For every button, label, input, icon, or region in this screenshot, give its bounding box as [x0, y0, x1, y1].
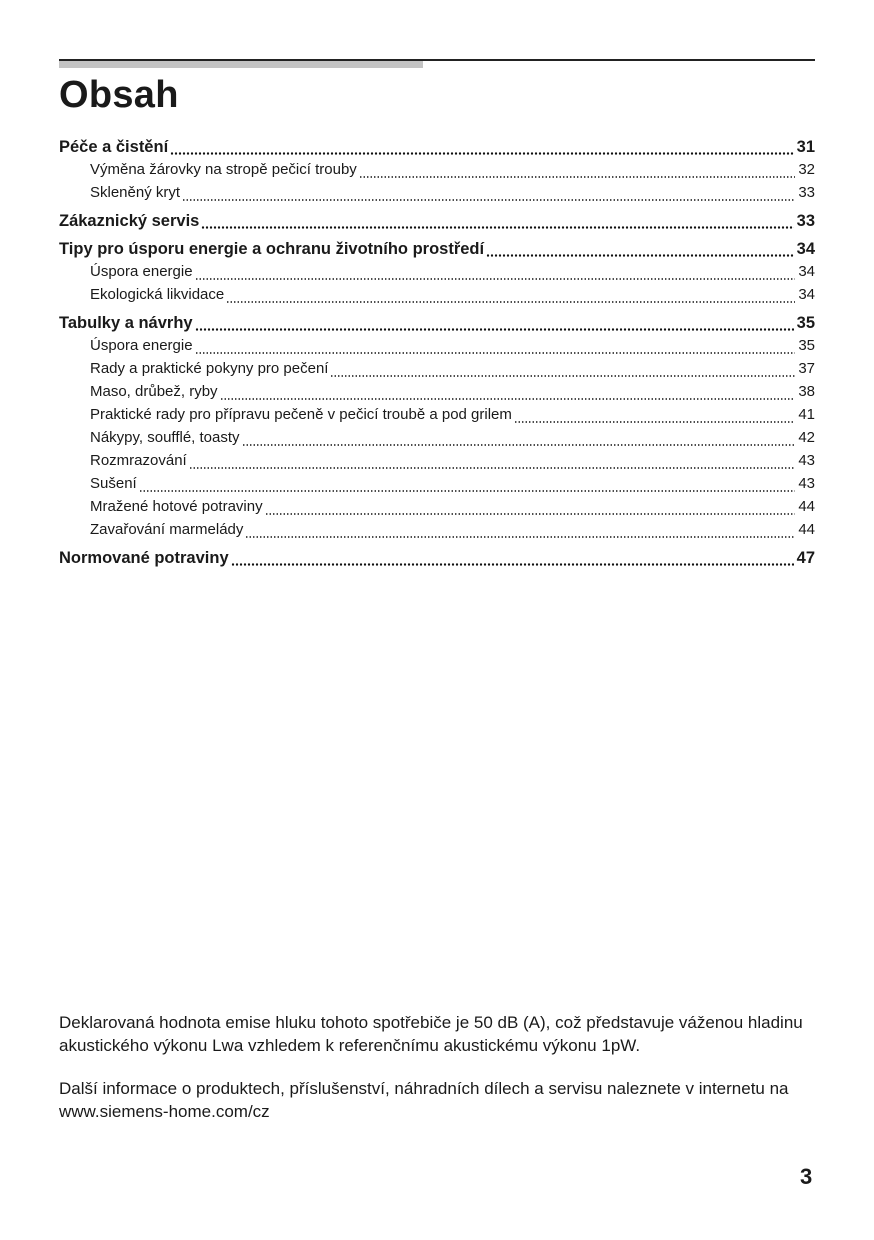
dot-leader [201, 226, 793, 229]
toc-entry[interactable] [59, 549, 815, 572]
toc-entry-label: Výměna žárovky na stropě pečicí trouby [90, 161, 357, 178]
toc-entry-label: Rady a praktické pokyny pro pečení [90, 360, 329, 377]
toc-entry[interactable] [59, 429, 815, 452]
dot-leader [514, 421, 795, 423]
toc-entry-label: Ekologická likvidace [90, 286, 225, 303]
toc-entry-label: Maso, drůbež, ryby [90, 383, 218, 400]
dot-leader [139, 490, 796, 492]
toc-entry-page: 42 [798, 429, 815, 446]
dot-leader [170, 152, 793, 155]
dot-leader [195, 278, 796, 280]
toc-entry-label: Mražené hotové potraviny [90, 498, 263, 515]
toc-entry-label: Praktické rady pro přípravu pečeně v pečicí troubě a pod grilem [90, 406, 512, 423]
toc-entry[interactable] [59, 498, 815, 521]
toc-entry[interactable] [59, 161, 815, 184]
dot-leader [231, 563, 794, 566]
more-info-note: Další informace o produktech, příslušenství, náhradních dílech a servisu naleznete v internetu na www.siemens-home.com/cz [59, 1079, 789, 1121]
toc-entry[interactable] [59, 383, 815, 406]
toc-entry-page: 43 [798, 475, 815, 492]
dot-leader [359, 176, 796, 178]
toc-entry-page: 35 [796, 314, 815, 332]
toc-entry-label: Nákypy, soufflé, toasty [90, 429, 240, 446]
dot-leader [330, 375, 795, 377]
toc-entry-label: Zákaznický servis [59, 212, 200, 230]
toc-entry[interactable] [59, 240, 815, 263]
page-title: Obsah [59, 74, 179, 116]
toc-entry[interactable] [59, 212, 815, 235]
toc-entry[interactable] [59, 360, 815, 383]
toc-entry[interactable] [59, 286, 815, 309]
toc-entry-page: 44 [798, 498, 815, 515]
toc-entry-page: 31 [796, 138, 815, 156]
toc-entry-page: 34 [798, 263, 815, 280]
toc-entry-page: 33 [798, 184, 815, 201]
toc-entry[interactable] [59, 452, 815, 475]
toc-entry[interactable] [59, 263, 815, 286]
dot-leader [195, 352, 796, 354]
toc-entry[interactable] [59, 337, 815, 360]
table-of-contents [59, 138, 815, 572]
toc-entry-page: 44 [798, 521, 815, 538]
dot-leader [265, 513, 796, 515]
toc-entry-label: Péče a čistění [59, 138, 169, 156]
toc-entry-label: Skleněný kryt [90, 184, 181, 201]
toc-entry[interactable] [59, 521, 815, 544]
dot-leader [245, 536, 795, 538]
toc-entry[interactable] [59, 184, 815, 207]
dot-leader [242, 444, 796, 446]
dot-leader [195, 328, 794, 331]
toc-entry-label: Sušení [90, 475, 137, 492]
dot-leader [226, 301, 795, 303]
toc-entry-page: 34 [798, 286, 815, 303]
toc-entry-page: 32 [798, 161, 815, 178]
toc-entry-page: 47 [796, 549, 815, 567]
toc-entry-page: 35 [798, 337, 815, 354]
toc-entry-label: Tipy pro úsporu energie a ochranu životního prostředí [59, 240, 485, 258]
header-bar [59, 61, 423, 68]
toc-entry-page: 41 [798, 406, 815, 423]
toc-entry-label: Normované potraviny [59, 549, 229, 567]
toc-entry-page: 43 [798, 452, 815, 469]
page-number: 3 [800, 1164, 813, 1189]
toc-entry-label: Rozmrazování [90, 452, 187, 469]
toc-entry-page: 34 [796, 240, 815, 258]
noise-emission-note: Deklarovaná hodnota emise hluku tohoto spotřebiče je 50 dB (A), což představuje váženou hladinu akustického výkonu Lwa vzhledem k referenčnímu akustickému výkonu 1pW. [59, 1013, 803, 1055]
toc-entry-label: Úspora energie [90, 263, 193, 280]
toc-entry-page: 33 [796, 212, 815, 230]
toc-entry-label: Zavařování marmelády [90, 521, 244, 538]
dot-leader [189, 467, 796, 469]
toc-entry[interactable] [59, 138, 815, 161]
toc-entry-label: Tabulky a návrhy [59, 314, 193, 332]
toc-entry[interactable] [59, 406, 815, 429]
toc-entry-page: 38 [798, 383, 815, 400]
toc-entry-page: 37 [798, 360, 815, 377]
dot-leader [486, 254, 794, 257]
dot-leader [220, 398, 796, 400]
toc-entry[interactable] [59, 475, 815, 498]
toc-entry[interactable] [59, 314, 815, 337]
toc-entry-label: Úspora energie [90, 337, 193, 354]
dot-leader [182, 199, 795, 201]
